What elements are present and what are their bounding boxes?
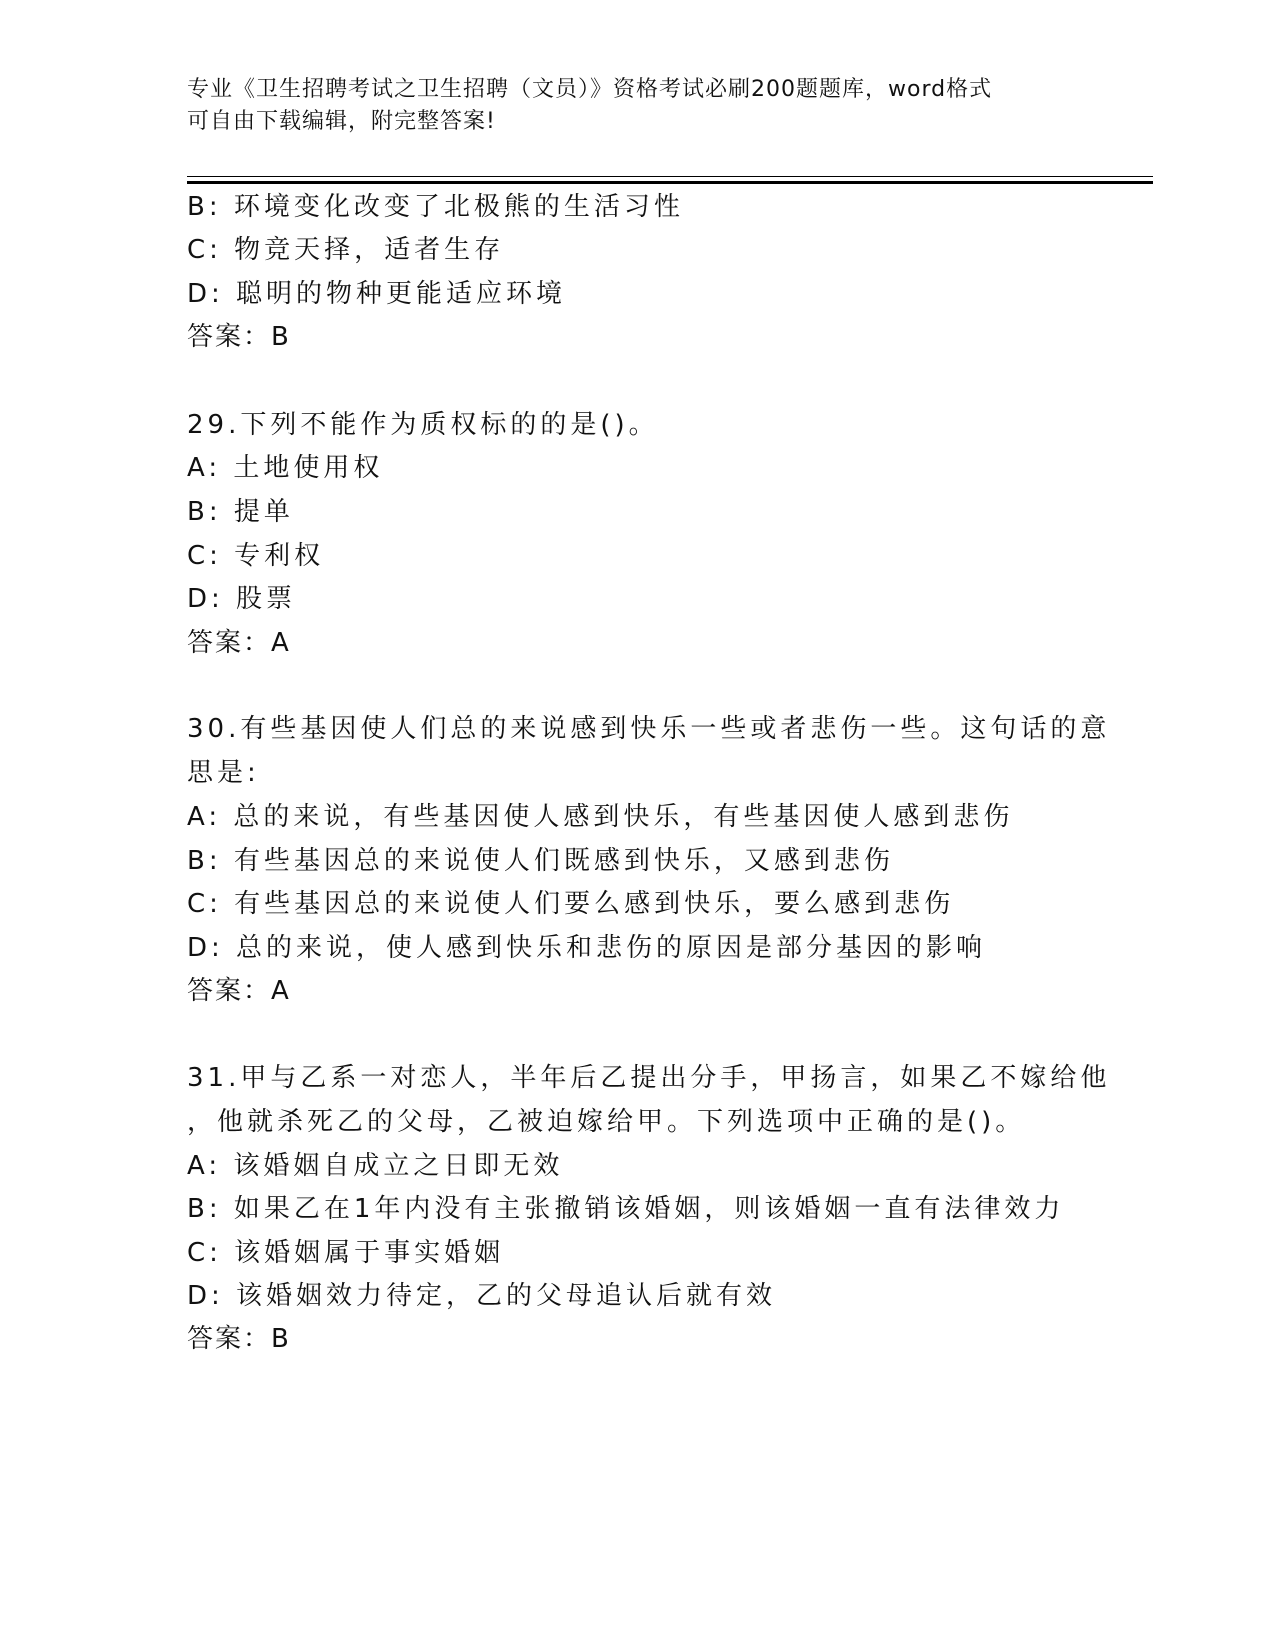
q29-option-a: A: 土地使用权 xyxy=(187,453,384,483)
q30-option-a: A: 总的来说，有些基因使人感到快乐，有些基因使人感到悲伤 xyxy=(187,802,1014,832)
q28-option-d: D: 聪明的物种更能适应环境 xyxy=(187,279,567,309)
q31-stem-line-1: 31.甲与乙系一对恋人，半年后乙提出分手，甲扬言，如果乙不嫁给他 xyxy=(187,1063,1111,1093)
q31-option-b: B: 如果乙在1年内没有主张撤销该婚姻，则该婚姻一直有法律效力 xyxy=(187,1194,1065,1224)
q29-stem: 29.下列不能作为质权标的的是()。 xyxy=(187,410,659,440)
q30-option-d: D: 总的来说，使人感到快乐和悲伤的原因是部分基因的影响 xyxy=(187,933,987,963)
q28-option-c: C: 物竞天择，适者生存 xyxy=(187,235,505,265)
q28-option-b: B: 环境变化改变了北极熊的生活习性 xyxy=(187,192,684,222)
q31-stem-line-2: ，他就杀死乙的父母，乙被迫嫁给甲。下列选项中正确的是()。 xyxy=(187,1107,1026,1137)
q31-option-d: D: 该婚姻效力待定，乙的父母追认后就有效 xyxy=(187,1281,777,1311)
q30-option-b: B: 有些基因总的来说使人们既感到快乐，又感到悲伤 xyxy=(187,846,894,876)
header-line-1: 专业《卫生招聘考试之卫生招聘（文员）》资格考试必刷200题题库，word格式 xyxy=(187,77,993,102)
document-header xyxy=(187,74,1087,138)
q30-option-c: C: 有些基因总的来说使人们要么感到快乐，要么感到悲伤 xyxy=(187,889,955,919)
q31-answer: 答案：B xyxy=(187,1324,291,1354)
header-divider-thin xyxy=(187,176,1153,177)
q29-option-c: C: 专利权 xyxy=(187,541,325,571)
q30-answer: 答案：A xyxy=(187,976,291,1006)
q29-option-d: D: 股票 xyxy=(187,584,297,614)
q30-stem-line-2: 思是: xyxy=(187,758,260,788)
q31-option-a: A: 该婚姻自成立之日即无效 xyxy=(187,1151,564,1181)
q28-answer: 答案：B xyxy=(187,322,291,352)
q29-answer: 答案：A xyxy=(187,628,291,658)
q30-stem-line-1: 30.有些基因使人们总的来说感到快乐一些或者悲伤一些。这句话的意 xyxy=(187,714,1111,744)
header-line-2: 可自由下载编辑，附完整答案! xyxy=(187,109,496,134)
q31-option-c: C: 该婚姻属于事实婚姻 xyxy=(187,1238,505,1268)
q29-option-b: B: 提单 xyxy=(187,497,294,527)
header-divider-thick xyxy=(187,181,1153,184)
